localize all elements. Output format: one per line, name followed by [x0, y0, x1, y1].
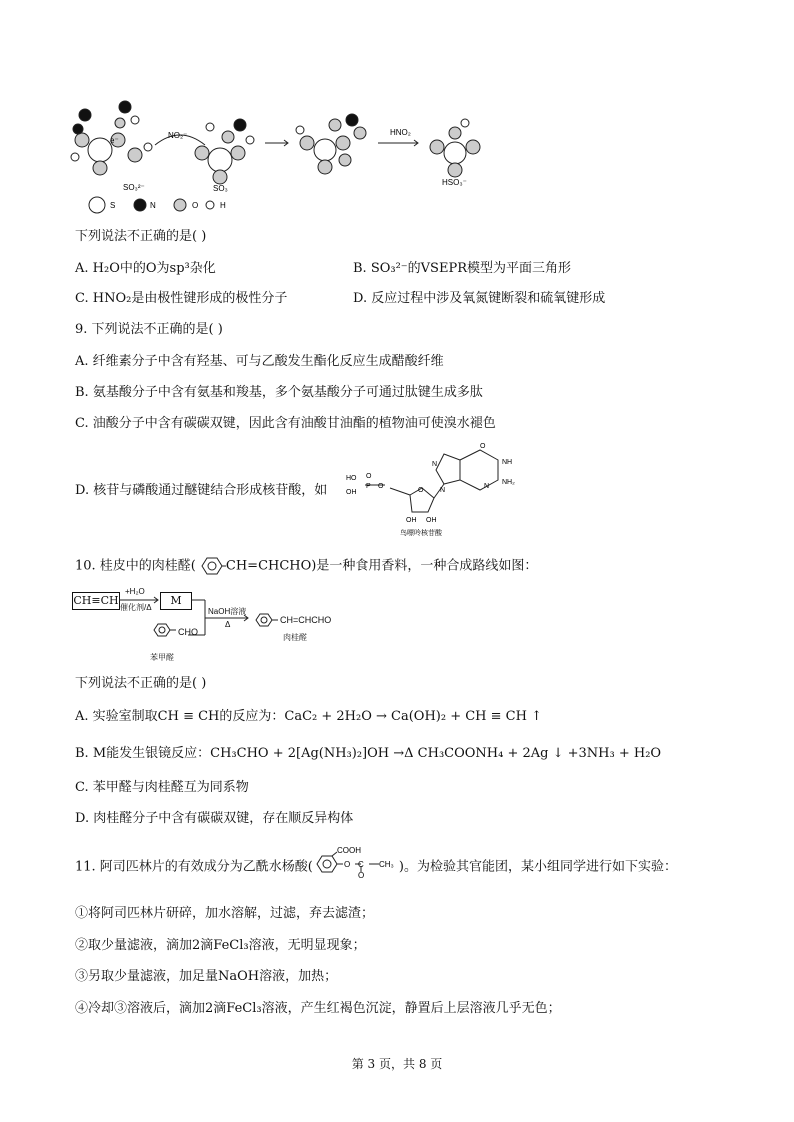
legend-s: S: [110, 201, 116, 210]
q10-stem: [75, 557, 537, 576]
diagram-label-hso3: HSO₃⁻: [442, 178, 467, 187]
q11-step-4: ④冷却③溶液后，滴加2滴FeCl₃溶液，产生红褐色沉淀，静置后上层溶液几乎无色；: [75, 1001, 561, 1016]
route-cond1: 催化剂/Δ: [120, 603, 152, 612]
aspirin-structure-icon: [313, 846, 399, 878]
q8-option-d: D. 反应过程中涉及氧氮键断裂和硫氧键形成: [353, 291, 606, 306]
route-aldehyde-group: CHO: [178, 627, 198, 637]
svg-text:OH: OH: [346, 489, 357, 496]
svg-text:NH₂: NH₂: [502, 479, 515, 486]
svg-text:NH: NH: [502, 459, 513, 466]
diagram-label-so3: SO₃: [213, 184, 228, 193]
svg-text:COOH: COOH: [336, 846, 361, 855]
q11-step-3: ③另取少量滤液，加足量NaOH溶液，加热；: [75, 969, 338, 984]
q10-option-b: B. M能发生银镜反应：CH₃CHO + 2[Ag(NH₃)₂]OH →Δ CH₃COONH₄ + 2Ag ↓ +3NH₃ + H₂O: [75, 746, 662, 761]
q10-option-a: A. 实验室制取CH ≡ CH的反应为：CaC₂ + 2H₂O → Ca(OH)₂ + CH ≡ CH ↑: [75, 709, 542, 724]
svg-text:P: P: [366, 483, 371, 490]
q8-option-b: B. SO₃²⁻的VSEPR模型为平面三角形: [353, 261, 571, 276]
q9-option-b: B. 氨基酸分子中含有氨基和羧基，多个氨基酸分子可通过肽键生成多肽: [75, 385, 483, 400]
q10-stem-group: CH=CHCHO: [225, 558, 312, 574]
q8-stem: 下列说法不正确的是( ): [75, 229, 207, 244]
q9-stem: 9. 下列说法不正确的是( ): [75, 322, 223, 337]
svg-text:OH: OH: [426, 517, 437, 524]
page-footer: 第 3 页，共 8 页: [351, 1057, 443, 1071]
svg-text:O: O: [343, 860, 351, 869]
legend-h: H: [220, 201, 226, 210]
svg-text:O: O: [378, 483, 384, 490]
legend-n: N: [150, 201, 156, 210]
q8-option-c: C. HNO₂是由极性键形成的极性分子: [75, 291, 288, 306]
svg-text:HO: HO: [346, 475, 357, 482]
q9-option-d: D. 核苷与磷酸通过醚键结合形成核苷酸，如: [75, 483, 328, 498]
svg-text:CH₃: CH₃: [378, 860, 394, 869]
route-mid-box: M: [160, 592, 192, 610]
q10-option-c: C. 苯甲醛与肉桂醛互为同系物: [75, 780, 249, 795]
svg-text:O: O: [480, 443, 486, 450]
q10-stem-post: )是一种食用香料，一种合成路线如图：: [311, 558, 538, 574]
svg-text:N: N: [484, 483, 490, 490]
route-cond2: Δ: [225, 620, 231, 629]
diagram-label-hno2: HNO₂: [390, 128, 411, 137]
svg-text:N: N: [432, 461, 438, 468]
svg-text:O: O: [357, 871, 365, 878]
route-product-group: CH=CHCHO: [280, 615, 332, 625]
mechanism-diagram: [60, 95, 500, 215]
q9-option-a: A. 纤维素分子中含有羟基、可与乙酸发生酯化反应生成醋酸纤维: [75, 354, 444, 369]
route-aldehyde-name: 苯甲醛: [150, 653, 174, 662]
guanosine-nucleotide-structure: [340, 440, 520, 540]
route-lines: [60, 590, 380, 660]
q11-step-1: ①将阿司匹林片研碎，加水溶解，过滤，弃去滤渣；: [75, 906, 375, 921]
svg-text:O: O: [366, 473, 372, 480]
svg-text:O: O: [418, 487, 424, 494]
legend-o: O: [192, 201, 199, 210]
route-start-box: CH≡CH: [72, 592, 120, 610]
q9-option-c: C. 油酸分子中含有碳碳双键，因此含有油酸甘油酯的植物油可使溴水褪色: [75, 416, 496, 431]
benzene-ring-icon: [196, 557, 226, 575]
svg-text:OH: OH: [406, 517, 417, 524]
q11-stem-pre: 11. 阿司匹林片的有效成分为乙酰水杨酸(: [75, 859, 313, 875]
q8-option-a: A. H₂O中的O为sp³杂化: [75, 261, 216, 276]
diagram-label-electron: e⁻: [110, 136, 119, 145]
q11-stem-post: )。为检验其官能团，某小组同学进行如下实验：: [398, 859, 677, 875]
diagram-label-so3-ion: SO₃²⁻: [123, 183, 145, 192]
q10-ask: 下列说法不正确的是( ): [75, 676, 207, 691]
svg-text:C: C: [357, 860, 364, 869]
route-reagent2: NaOH溶液: [208, 607, 247, 616]
route-product-name: 肉桂醛: [283, 633, 307, 642]
route-reagent1: +H₂O: [125, 587, 145, 596]
structure-caption: 鸟嘌呤核苷酸: [400, 530, 442, 537]
svg-text:N: N: [440, 487, 446, 494]
q10-stem-pre: 10. 桂皮中的肉桂醛(: [75, 558, 196, 574]
diagram-label-nitrite: NO₂⁻: [168, 131, 188, 140]
q11-step-2: ②取少量滤液，滴加2滴FeCl₃溶液，无明显现象；: [75, 938, 366, 953]
q10-option-d: D. 肉桂醛分子中含有碳碳双键，存在顺反异构体: [75, 811, 354, 826]
q11-stem: [75, 846, 677, 878]
